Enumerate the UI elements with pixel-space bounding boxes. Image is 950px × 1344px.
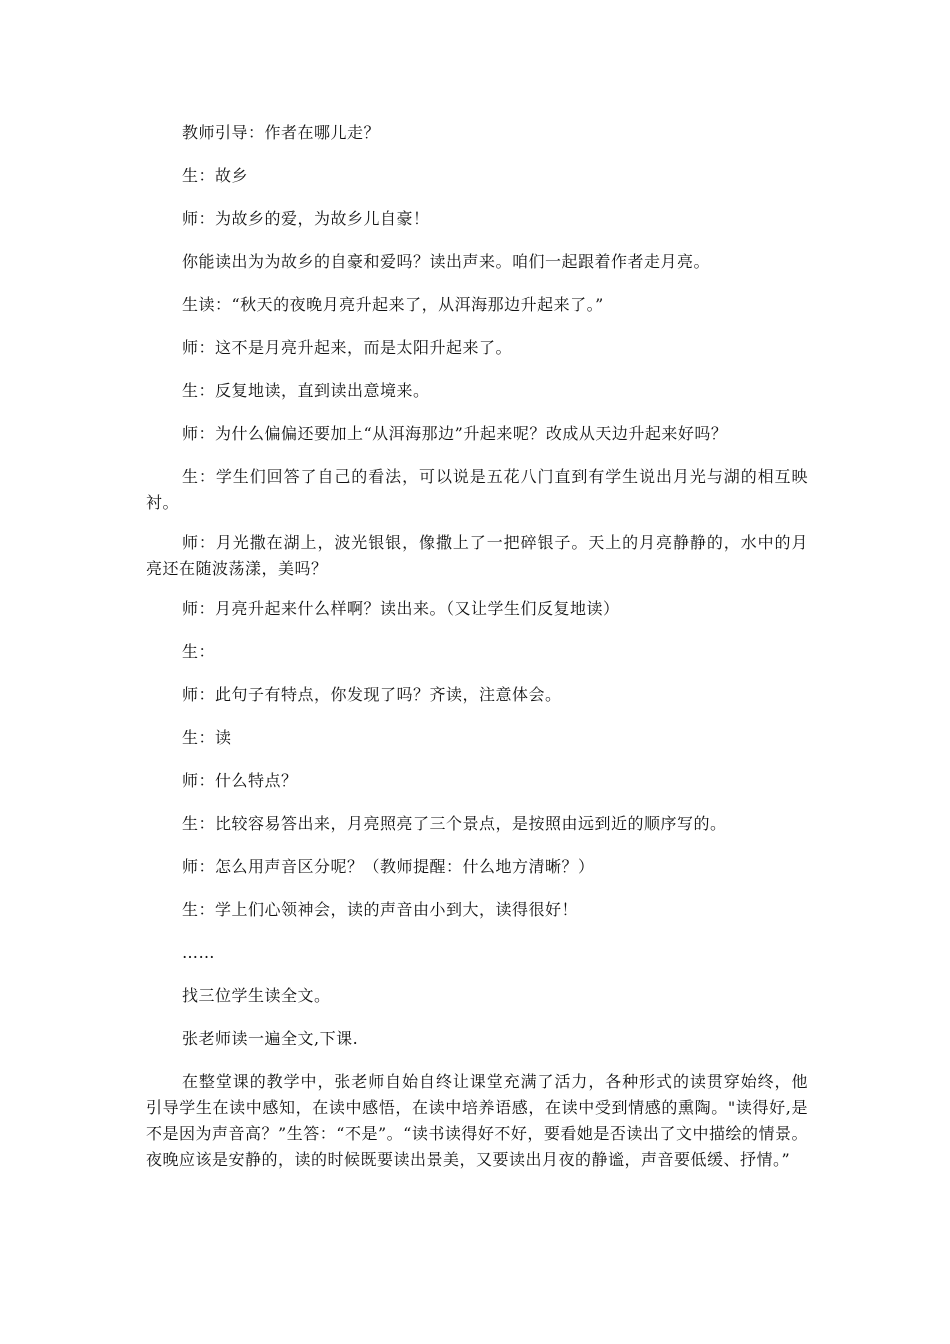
paragraph-20: 找三位学生读全文。 <box>182 986 331 1005</box>
paragraph-11: 师：月亮升起来什么样啊？读出来。（又让学生们反复地读） <box>182 599 620 618</box>
paragraph-15: 师：什么特点？ <box>182 771 298 790</box>
ellipsis-line: …… <box>182 943 215 962</box>
paragraph-16: 生：比较容易答出来，月亮照亮了三个景点，是按照由远到近的顺序写的。 <box>182 814 727 833</box>
paragraph-1: 教师引导：作者在哪儿走？ <box>182 123 381 142</box>
paragraph-7: 生：反复地读，直到读出意境来。 <box>182 381 430 400</box>
paragraph-9: 生：学生们回答了自己的看法，可以说是五花八门直到有学生说出月光与湖的相互映衬。 <box>146 467 808 512</box>
paragraph-6: 师：这不是月亮升起来，而是太阳升起来了。 <box>182 338 513 357</box>
paragraph-22: 在整堂课的教学中，张老师自始自终让课堂充满了活力，各种形式的读贯穿始终，他引导学生在读中感知，在读中感悟，在读中培养语感，在读中受到情感的熏陶。"读得好,是不是因为声音高？”生答：“不是”。“读书读得好不好，要看她是否读出了文中描绘的情景。夜晚应该是安静的，读的时候既要读出景美，又要读出月夜的静谧，声音要低缓、抒情。” <box>146 1072 808 1169</box>
paragraph-13: 师：此句子有特点，你发现了吗？齐读，注意体会。 <box>182 685 562 704</box>
paragraph-8: 师：为什么偏偏还要加上“从洱海那边”升起来呢？改成从天边升起来好吗？ <box>182 424 728 443</box>
paragraph-14: 生：读 <box>182 728 232 747</box>
document-body <box>146 120 808 1187</box>
paragraph-12: 生： <box>182 642 216 661</box>
paragraph-2: 生：故乡 <box>182 166 249 185</box>
paragraph-3: 师：为故乡的爱，为故乡儿自豪！ <box>182 209 430 228</box>
paragraph-4: 你能读出为为故乡的自豪和爱吗？读出声来。咱们一起跟着作者走月亮。 <box>182 252 711 271</box>
paragraph-5: 生读：“秋天的夜晚月亮升起来了，从洱海那边升起来了。” <box>182 295 604 314</box>
paragraph-21: 张老师读一遍全文,下课. <box>182 1029 359 1048</box>
paragraph-17: 师：怎么用声音区分呢？（教师提醒：什么地方清晰？） <box>182 857 595 876</box>
paragraph-18: 生：学上们心领神会，读的声音由小到大，读得很好！ <box>182 900 579 919</box>
paragraph-10: 师：月光撒在湖上，波光银银，像撒上了一把碎银子。天上的月亮静静的，水中的月亮还在随波荡漾，美吗？ <box>146 533 808 578</box>
